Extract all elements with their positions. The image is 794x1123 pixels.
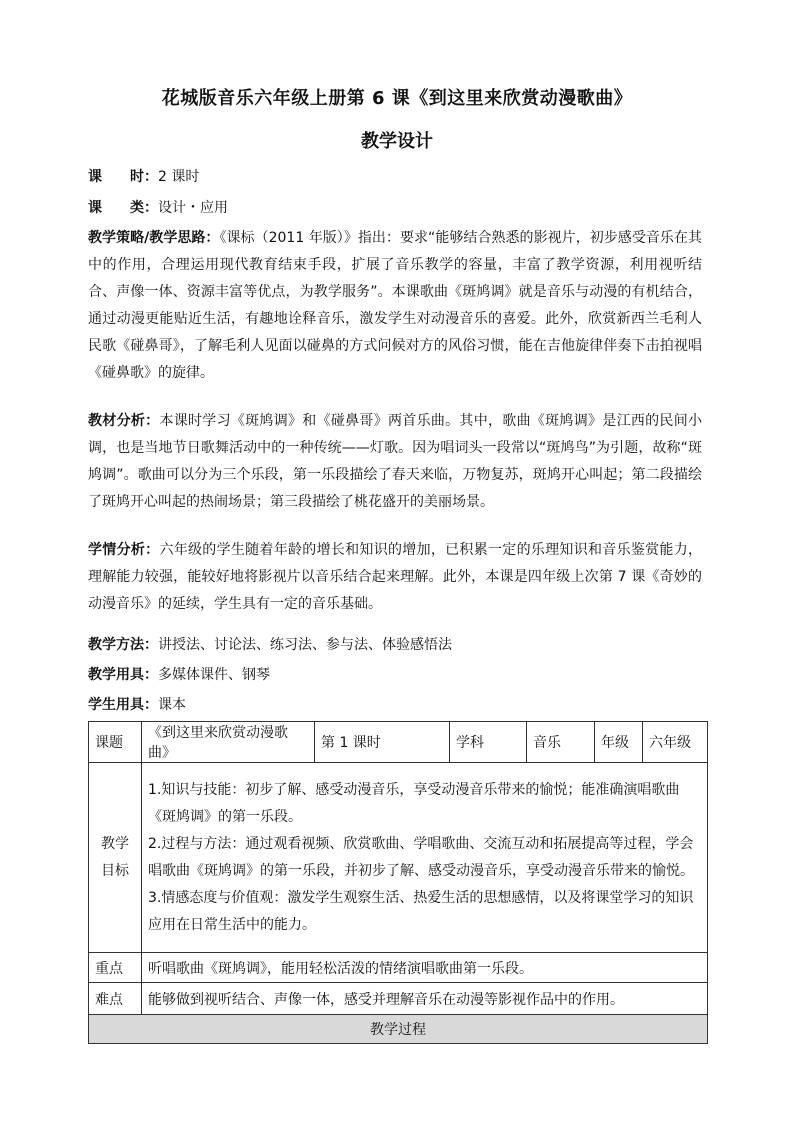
lesson-number-cell: 第 1 课时 xyxy=(315,722,450,763)
document-subtitle: 教学设计 xyxy=(361,131,433,152)
goals-label-cell xyxy=(89,763,142,953)
goal-process: 2.过程与方法：通过观看视频、欣赏歌曲、学唱歌曲、交流互动和拓展提高等过程，学会唱歌曲《斑鸠调》的第一乐段，并初步了解、感受动漫音乐，享受动漫音乐带来的愉悦。 xyxy=(148,835,694,879)
student-analysis-text: 六年级的学生随着年龄的增长和知识的增加，已积累一定的乐理知识和音乐鉴赏能力，理解能力较强，能较好地将影视片以音乐结合起来理解。此外，本课是四年级上次第 7 课《奇妙的动漫音乐》的延续，学生具有一定的音乐基础。 xyxy=(88,542,703,612)
goals-content-cell xyxy=(142,763,708,953)
goals-label: 教学目标 xyxy=(101,835,129,879)
class-type-label: 课 类： xyxy=(88,200,158,216)
table-row xyxy=(89,763,708,953)
material-analysis-paragraph xyxy=(88,408,702,516)
document-title: 花城版音乐六年级上册第 6 课《到这里来欣赏动漫歌曲》 xyxy=(161,88,633,109)
class-type-value: 设计・应用 xyxy=(158,200,228,216)
student-tools-text: 课本 xyxy=(158,697,186,713)
subject-value-cell: 音乐 xyxy=(527,722,595,763)
table-row xyxy=(89,1015,708,1044)
strategy-text: 《课标（2011 年版）》指出：要求“能够结合熟悉的影视片，初步感受音乐在其中的作用，合理运用现代教育结束手段，扩展了音乐教学的容量，丰富了教学资源，利用视听结合、声像一体、资源丰富等优点，为教学服务”。本课歌曲《斑鸠调》就是音乐与动漫的有机结合，通过动漫更能贴近生活，有趣地诠释音乐，激发学生对动漫音乐的喜爱。此外，欣赏新西兰毛利人民歌《碰鼻哥》，了解毛利人见面以碰鼻的方式问候对方的风俗习惯，能在吉他旋律伴奏下击拍视唱《碰鼻歌》的旋律。 xyxy=(88,230,702,381)
difficulty-label-cell: 难点 xyxy=(89,983,142,1015)
teaching-methods-label: 教学方法： xyxy=(88,637,158,653)
teaching-methods-text: 讲授法、讨论法、练习法、参与法、体验感悟法 xyxy=(158,637,452,653)
teaching-methods-line xyxy=(88,634,708,654)
strategy-label: 教学策略/教学思路： xyxy=(88,230,220,246)
topic-label-cell: 课题 xyxy=(89,722,142,763)
student-tools-line xyxy=(88,694,708,714)
table-row xyxy=(89,953,708,983)
student-tools-label: 学生用具： xyxy=(88,697,158,713)
class-hours-value: 2 课时 xyxy=(158,169,200,185)
key-point-label-cell: 重点 xyxy=(89,953,142,983)
teaching-tools-line xyxy=(88,664,708,684)
grade-label-cell: 年级 xyxy=(595,722,643,763)
subject-label-cell: 学科 xyxy=(450,722,527,763)
material-analysis-text: 本课时学习《斑鸠调》和《碰鼻哥》两首乐曲。其中，歌曲《斑鸠调》是江西的民间小调，也是当地节日歌舞活动中的一种传统——灯歌。因为唱词头一段常以“斑鸠鸟”为引题，故称“斑鸠调”。歌曲可以分为三个乐段，第一乐段描绘了春天来临，万物复苏，斑鸠开心叫起；第二段描绘了斑鸠开心叫起的热闹场景；第三段描绘了桃花盛开的美丽场景。 xyxy=(88,413,703,510)
topic-value-cell: 《到这里来欣赏动漫歌曲》 xyxy=(142,722,315,763)
strategy-paragraph xyxy=(88,225,702,387)
class-hours-line xyxy=(88,166,708,186)
grade-value-cell: 六年级 xyxy=(643,722,708,763)
key-point-text-cell: 听唱歌曲《斑鸠调》，能用轻松活泼的情绪演唱歌曲第一乐段。 xyxy=(142,953,708,983)
teaching-tools-text: 多媒体课件、钢琴 xyxy=(158,667,270,683)
material-analysis-label: 教材分析： xyxy=(88,413,160,429)
student-analysis-paragraph xyxy=(88,537,702,618)
lesson-plan-table xyxy=(88,721,708,1044)
goal-emotion: 3.情感态度与价值观：激发学生观察生活、热爱生活的思想感情，以及将课堂学习的知识应用在日常生活中的能力。 xyxy=(148,889,694,933)
student-analysis-label: 学情分析： xyxy=(88,542,160,558)
difficulty-text-cell: 能够做到视听结合、声像一体，感受并理解音乐在动漫等影视作品中的作用。 xyxy=(142,983,708,1015)
table-row xyxy=(89,722,708,763)
table-row xyxy=(89,983,708,1015)
class-type-line xyxy=(88,197,708,217)
teaching-tools-label: 教学用具： xyxy=(88,667,158,683)
goal-knowledge: 1.知识与技能：初步了解、感受动漫音乐，享受动漫音乐带来的愉悦；能准确演唱歌曲《斑鸠调》的第一乐段。 xyxy=(148,781,680,825)
teaching-process-header: 教学过程 xyxy=(89,1015,708,1044)
class-hours-label: 课 时： xyxy=(88,169,158,185)
